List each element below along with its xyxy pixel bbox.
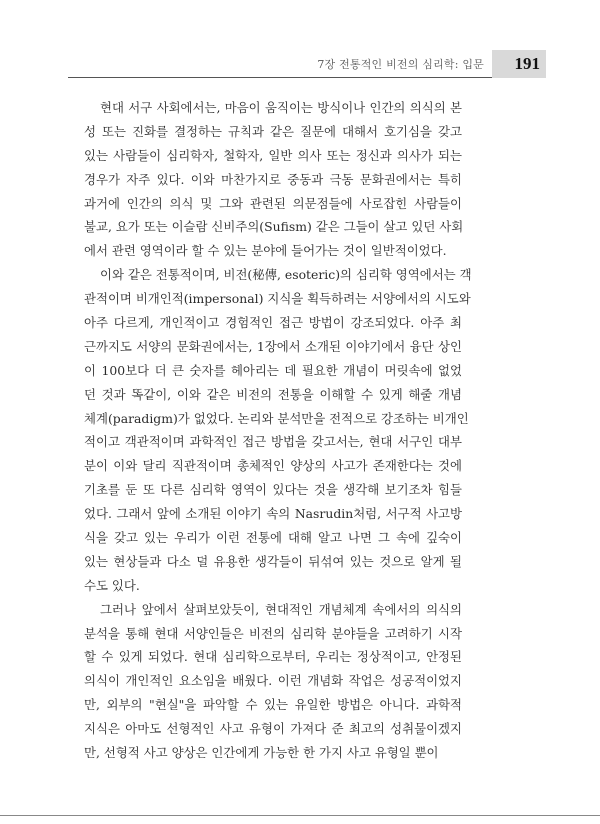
page-header bbox=[68, 50, 546, 78]
text-line: 만, 선형적 사고 양상은 인간에게 가능한 한 가지 사고 유형일 뿐이 bbox=[84, 745, 439, 761]
text-line: 의식이 개인적인 요소임을 배웠다. 이런 개념화 작업은 성공적이었지 bbox=[84, 673, 462, 689]
page-number: 191 bbox=[514, 54, 540, 73]
text-line: 근까지도 서양의 문화권에서는, 1장에서 소개된 이야기에서 융단 상인 bbox=[84, 338, 462, 354]
text-line: 수도 있다. bbox=[84, 577, 140, 593]
text-line: 있는 사람들이 심리학자, 철학자, 일반 의사 또는 정신과 의사가 되는 bbox=[84, 147, 462, 163]
text-line: 불교, 요가 또는 이슬람 신비주의(Sufism) 같은 그들이 살고 있던 사회 bbox=[84, 219, 464, 235]
text-line: 던 것과 똑같이, 이와 같은 비전의 전통을 이해할 수 있게 해줄 개념 bbox=[84, 386, 462, 402]
text-line: 만, 외부의 "현실"을 파악할 수 있는 유일한 방법은 아니다. 과학적 bbox=[84, 697, 462, 713]
text-line: 식을 갖고 있는 우리가 이런 전통에 대해 알고 나면 그 속에 깊숙이 bbox=[84, 530, 462, 546]
text-line: 에서 관련 영역이라 할 수 있는 분야에 들어가는 것이 일반적이었다. bbox=[84, 243, 447, 259]
header-rule bbox=[68, 77, 492, 78]
page-body bbox=[84, 96, 472, 765]
text-line: 그러나 앞에서 살펴보았듯이, 현대적인 개념체계 속에서의 의식의 bbox=[100, 601, 462, 617]
text-line: 경우가 자주 있다. 이와 마찬가지로 중동과 극동 문화권에서는 특히 bbox=[84, 171, 462, 187]
text-line: 있는 현상들과 다소 덜 유용한 생각들이 뒤섞여 있는 것으로 알게 될 bbox=[84, 553, 462, 569]
running-head: 7장 전통적인 비전의 심리학: 입문 bbox=[317, 58, 484, 71]
page-number-box bbox=[492, 50, 546, 78]
text-line: 분이 이와 달리 직관적이며 총체적인 양상의 사고가 존재한다는 것에 bbox=[84, 458, 462, 474]
text-line: 지식은 아마도 선형적인 사고 유형이 가져다 준 최고의 성취물이겠지 bbox=[84, 721, 462, 737]
paragraph bbox=[84, 598, 462, 765]
text-line: 기초를 둔 또 다른 심리학 영역이 있다는 것을 생각해 보기조차 힘들 bbox=[84, 482, 462, 498]
bottom-rule bbox=[0, 815, 600, 816]
paragraph bbox=[84, 96, 462, 263]
text-line: 분석을 통해 현대 서양인들은 비전의 심리학 분야들을 고려하기 시작 bbox=[84, 625, 462, 641]
text-line: 었다. 그래서 앞에 소개된 이야기 속의 Nasrudin처럼, 서구적 사고방 bbox=[84, 506, 462, 522]
text-line: 이 100보다 더 큰 숫자를 헤아리는 데 필요한 개념이 머릿속에 없었 bbox=[84, 362, 462, 378]
text-line: 과거에 인간의 의식 및 그와 관련된 의문점들에 사로잡힌 사람들이 bbox=[84, 195, 462, 211]
text-line: 할 수 있게 되었다. 현대 심리학으로부터, 우리는 정상적이고, 안정된 bbox=[84, 649, 462, 665]
text-line: 현대 서구 사회에서는, 마음이 움직이는 방식이나 인간의 의식의 본 bbox=[100, 100, 462, 115]
text-line: 적이고 객관적이며 과학적인 접근 방법을 갖고서는, 현대 서구인 대부 bbox=[84, 434, 462, 450]
text-line: 이와 같은 전통적이며, 비전(秘傳, esoteric)의 심리학 영역에서는 객 bbox=[100, 267, 472, 283]
text-line: 아주 다르게, 개인적이고 경험적인 접근 방법이 강조되었다. 아주 최 bbox=[84, 315, 462, 331]
text-line: 성 또는 진화를 결정하는 규칙과 같은 질문에 대해서 호기심을 갖고 bbox=[84, 123, 462, 139]
text-line: 관적이며 비개인적(impersonal) 지식을 획득하려는 서양에서의 시도와 bbox=[84, 291, 471, 307]
paragraph bbox=[84, 263, 472, 597]
text-line: 체계(paradigm)가 없었다. 논리와 분석만을 전적으로 강조하는 비개인 bbox=[84, 410, 469, 426]
